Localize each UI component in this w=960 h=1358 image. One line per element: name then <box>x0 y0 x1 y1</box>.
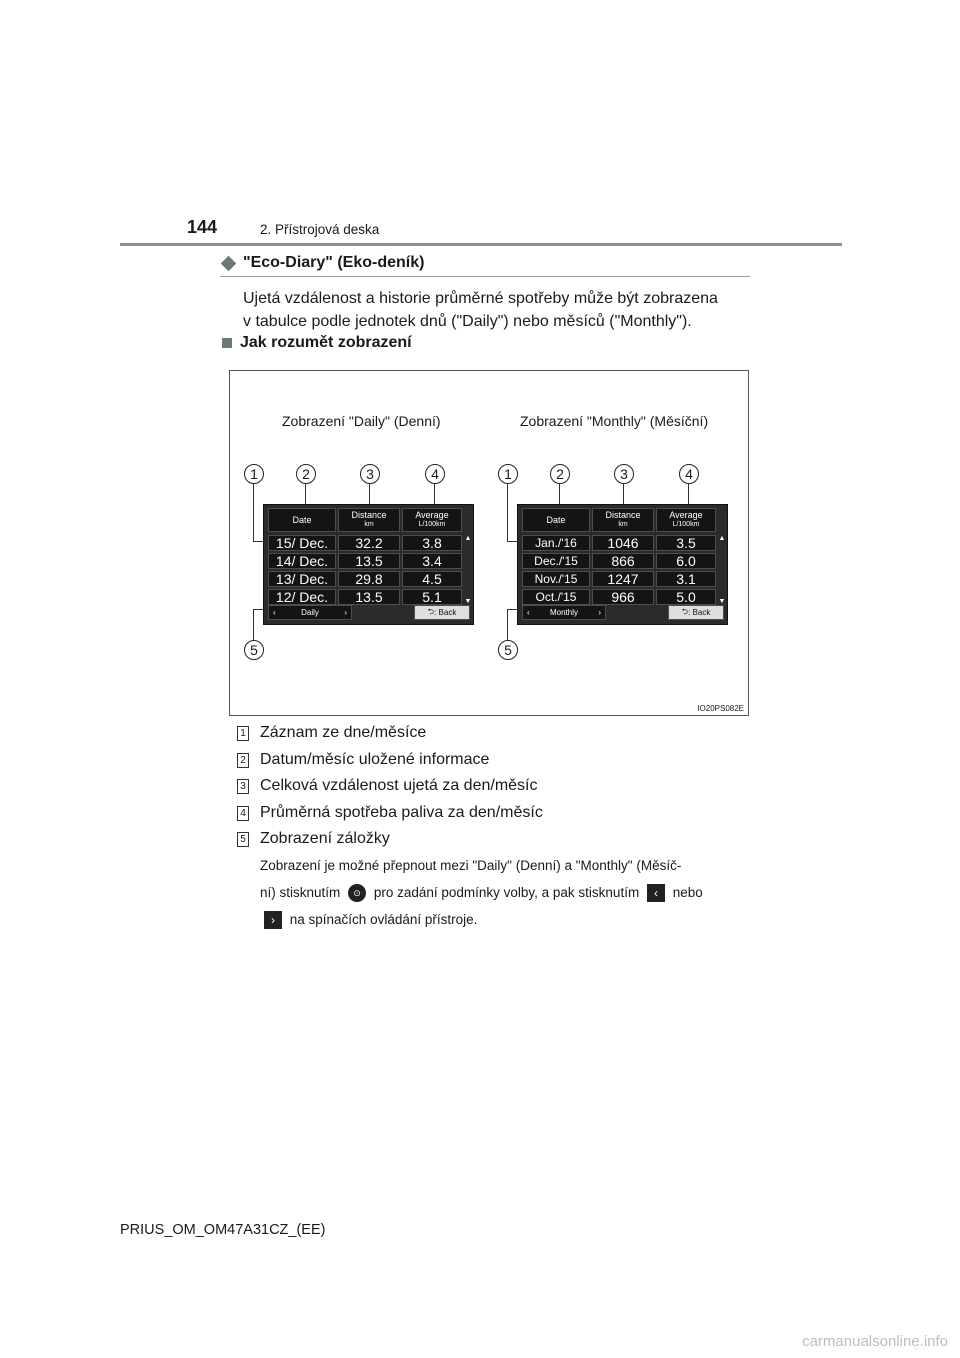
callout-1: 1 <box>498 464 518 484</box>
table-row-average: 3.1 <box>656 571 716 587</box>
note-text: nebo <box>672 885 703 900</box>
distance-header: Distance km <box>338 508 400 532</box>
callout-4: 4 <box>425 464 445 484</box>
note-paragraph <box>260 852 746 933</box>
table-row-average: 3.4 <box>402 553 462 569</box>
table-row-average: 3.5 <box>656 535 716 551</box>
legend-item <box>237 804 543 822</box>
note-text: na spínačích ovládání přístroje. <box>289 912 478 927</box>
figure-frame <box>229 370 749 716</box>
note-text: pro zadání podmínky volby, a pak stisknutím <box>373 885 640 900</box>
legend-item <box>237 751 489 769</box>
legend-text: Zobrazení záložky <box>260 830 390 847</box>
table-row-average: 4.5 <box>402 571 462 587</box>
scrollbar[interactable] <box>719 535 725 605</box>
note-text: ní) stisknutím <box>260 885 341 900</box>
chevron-right-button-icon: › <box>264 911 282 929</box>
caption-daily: Zobrazení "Daily" (Denní) <box>282 413 441 429</box>
table-row-average: 5.0 <box>656 589 716 605</box>
page-number: 144 <box>187 217 218 237</box>
section-title <box>220 254 424 272</box>
subheading <box>222 334 412 352</box>
table-row-date[interactable]: 15/ Dec. <box>268 535 336 551</box>
table-row-average: 6.0 <box>656 553 716 569</box>
table-row-date[interactable]: Dec./'15 <box>522 553 590 569</box>
caption-monthly: Zobrazení "Monthly" (Měsíční) <box>520 413 709 429</box>
table-row-average: 3.8 <box>402 535 462 551</box>
callout-1: 1 <box>244 464 264 484</box>
legend-number: 2 <box>237 753 249 768</box>
intro-paragraph <box>243 287 753 333</box>
callout-5: 5 <box>244 640 264 660</box>
table-row-distance: 1046 <box>592 535 654 551</box>
daily-screen <box>263 504 474 625</box>
scroll-down-icon: ▼ <box>718 598 726 605</box>
table-row-date[interactable]: 13/ Dec. <box>268 571 336 587</box>
note-text: Zobrazení je možné přepnout mezi "Daily" (Denní) a "Monthly" (Měsíč- <box>260 858 682 873</box>
distance-header: Distance km <box>592 508 654 532</box>
date-header: Date <box>268 508 336 532</box>
leader-line <box>507 484 508 542</box>
table-row-distance: 32.2 <box>338 535 400 551</box>
table-row-date[interactable]: Jan./'16 <box>522 535 590 551</box>
intro-line: Ujetá vzdálenost a historie průměrné spotřeby může být zobrazena <box>243 290 718 307</box>
callout-2: 2 <box>550 464 570 484</box>
legend-text: Záznam ze dne/měsíce <box>260 724 427 741</box>
legend-number: 5 <box>237 832 249 847</box>
table-row-distance: 13.5 <box>338 589 400 605</box>
legend-text: Průměrná spotřeba paliva za den/měsíc <box>260 804 543 821</box>
table-row-distance: 966 <box>592 589 654 605</box>
table-row-date[interactable]: 12/ Dec. <box>268 589 336 605</box>
back-button[interactable]: ⮌ : Back <box>668 605 724 620</box>
scroll-up-icon: ▲ <box>718 535 726 542</box>
scroll-down-icon: ▼ <box>464 598 472 605</box>
figure-code: IO20PS082E <box>697 704 744 713</box>
leader-line <box>253 609 254 640</box>
back-arrow-icon: ⮌ <box>681 606 689 616</box>
tab-label: Monthly <box>549 608 578 617</box>
section-divider <box>220 276 750 277</box>
table-row-distance: 1247 <box>592 571 654 587</box>
average-header: Average L/100km <box>402 508 462 532</box>
legend-item <box>237 777 537 795</box>
scrollbar[interactable] <box>465 535 471 605</box>
tab-selector-monthly[interactable] <box>522 605 606 620</box>
section-title-text: "Eco-Diary" (Eko-deník) <box>243 254 425 271</box>
legend-number: 1 <box>237 726 249 741</box>
leader-line <box>507 609 508 640</box>
table-row-average: 5.1 <box>402 589 462 605</box>
legend-number: 4 <box>237 806 249 821</box>
back-arrow-icon: ⮌ <box>427 606 435 616</box>
tab-label: Daily <box>301 608 319 617</box>
back-button[interactable]: ⮌ : Back <box>414 605 470 620</box>
watermark: carmanualsonline.info <box>802 1333 948 1350</box>
table-row-date[interactable]: Nov./'15 <box>522 571 590 587</box>
chevron-right-icon: › <box>598 608 601 617</box>
table-row-date[interactable]: 14/ Dec. <box>268 553 336 569</box>
average-header: Average L/100km <box>656 508 716 532</box>
table-row-date[interactable]: Oct./'15 <box>522 589 590 605</box>
monthly-screen <box>517 504 728 625</box>
leader-line <box>253 484 254 542</box>
chevron-right-icon: › <box>344 608 347 617</box>
intro-line: v tabulce podle jednotek dnů ("Daily") nebo měsíců ("Monthly"). <box>243 313 692 330</box>
table-row-distance: 866 <box>592 553 654 569</box>
chevron-left-icon: ‹ <box>273 608 276 617</box>
callout-2: 2 <box>296 464 316 484</box>
subheading-text: Jak rozumět zobrazení <box>240 334 412 351</box>
table-row-distance: 13.5 <box>338 553 400 569</box>
callout-5: 5 <box>498 640 518 660</box>
chevron-left-button-icon: ‹ <box>647 884 665 902</box>
legend-text: Datum/měsíc uložené informace <box>260 751 490 768</box>
chapter-title: 2. Přístrojová deska <box>260 222 380 237</box>
callout-3: 3 <box>360 464 380 484</box>
legend-text: Celková vzdálenost ujetá za den/měsíc <box>260 777 538 794</box>
legend-item <box>237 830 390 848</box>
callout-3: 3 <box>614 464 634 484</box>
diamond-bullet-icon <box>221 255 237 271</box>
footer-code: PRIUS_OM_OM47A31CZ_(EE) <box>120 1222 326 1238</box>
chevron-left-icon: ‹ <box>527 608 530 617</box>
dial-button-icon: ⊙ <box>348 884 366 902</box>
header-divider <box>120 243 842 246</box>
tab-selector-daily[interactable] <box>268 605 352 620</box>
table-row-distance: 29.8 <box>338 571 400 587</box>
date-header: Date <box>522 508 590 532</box>
scroll-up-icon: ▲ <box>464 535 472 542</box>
square-bullet-icon <box>222 338 232 348</box>
legend-item <box>237 724 426 742</box>
legend-number: 3 <box>237 779 249 794</box>
callout-4: 4 <box>679 464 699 484</box>
